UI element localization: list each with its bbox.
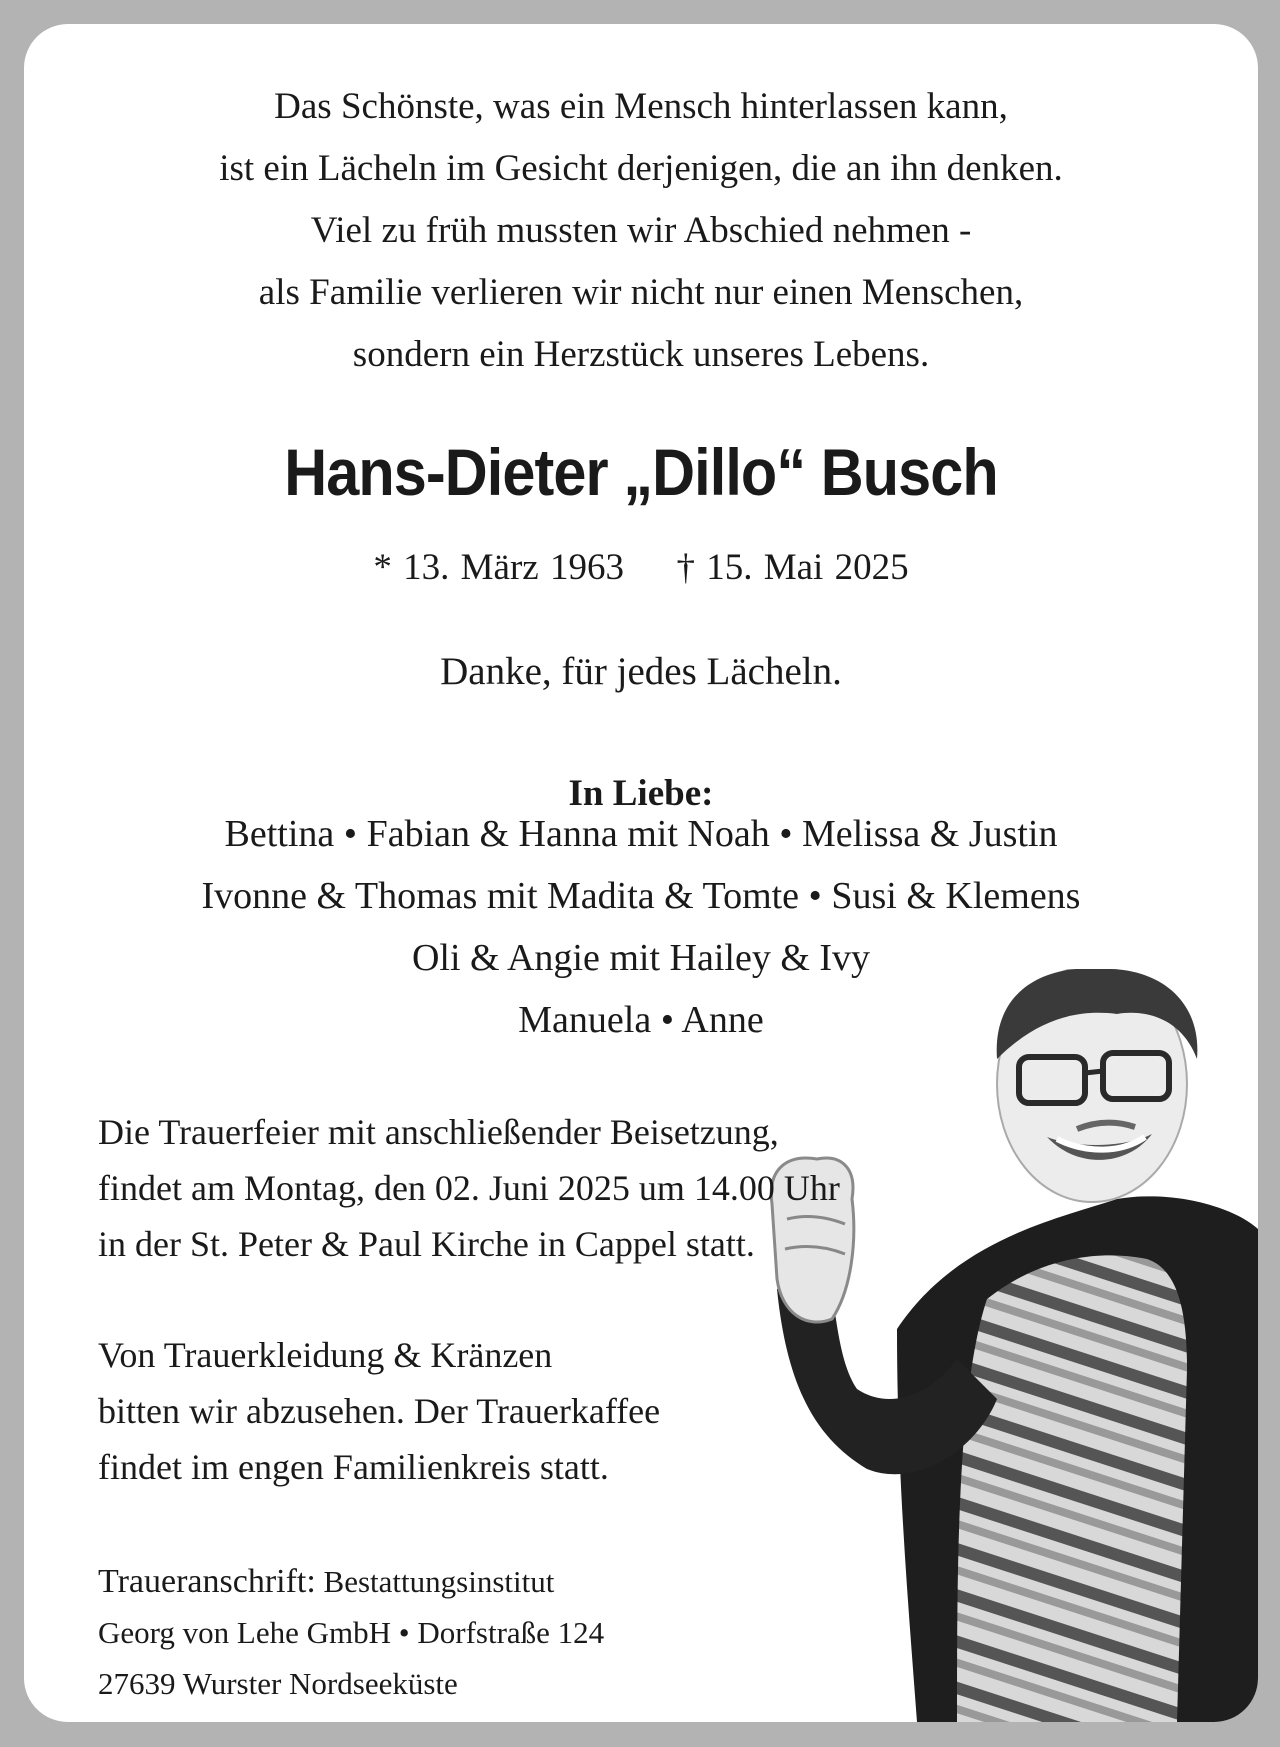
birth-date: * 13. März 1963: [373, 547, 624, 588]
memorial-quote: [24, 76, 1258, 386]
address-label: Traueranschrift:: [98, 1563, 316, 1600]
obituary-card: [24, 24, 1258, 1722]
mourning-address: [98, 1556, 604, 1709]
life-dates: [24, 546, 1258, 589]
family-line: Bettina • Fabian & Hanna mit Noah • Melissa & Justin: [224, 813, 1058, 855]
request-line: Von Trauerkleidung & Kränzen: [98, 1335, 553, 1375]
quote-line: sondern ein Herzstück unseres Lebens.: [352, 334, 930, 375]
address-line: Georg von Lehe GmbH • Dorfstraße 124: [98, 1615, 605, 1650]
funeral-line: findet am Montag, den 02. Juni 2025 um 14.00 Uhr: [98, 1168, 840, 1208]
death-date: † 15. Mai 2025: [676, 547, 909, 588]
funeral-info: [98, 1104, 840, 1272]
request-line: bitten wir abzusehen. Der Trauerkaffee: [98, 1391, 661, 1431]
quote-line: als Familie verlieren wir nicht nur einen Menschen,: [258, 272, 1024, 313]
address-line: 27639 Wurster Nordseeküste: [98, 1666, 458, 1701]
in-love-heading: In Liebe:: [568, 773, 714, 814]
funeral-line: in der St. Peter & Paul Kirche in Cappel statt.: [98, 1224, 755, 1264]
family-line: Oli & Angie mit Hailey & Ivy: [411, 937, 871, 979]
family-line: Manuela • Anne: [518, 999, 764, 1041]
family-line: Ivonne & Thomas mit Madita & Tomte • Susi & Klemens: [201, 875, 1081, 917]
quote-line: Das Schönste, was ein Mensch hinterlassen kann,: [274, 86, 1008, 127]
portrait-photo: [757, 969, 1258, 1722]
thanks-line: Danke, für jedes Lächeln.: [440, 650, 842, 693]
funeral-line: Die Trauerfeier mit anschließender Beisetzung,: [98, 1112, 779, 1152]
request-line: findet im engen Familienkreis statt.: [98, 1447, 609, 1487]
deceased-name: Hans-Dieter „Dillo“ Busch: [284, 435, 998, 509]
quote-line: ist ein Lächeln im Gesicht derjenigen, die an ihn denken.: [219, 148, 1063, 189]
quote-line: Viel zu früh mussten wir Abschied nehmen -: [310, 210, 972, 251]
mourning-request: [98, 1327, 660, 1495]
address-line: Bestattungsinstitut: [323, 1564, 555, 1599]
